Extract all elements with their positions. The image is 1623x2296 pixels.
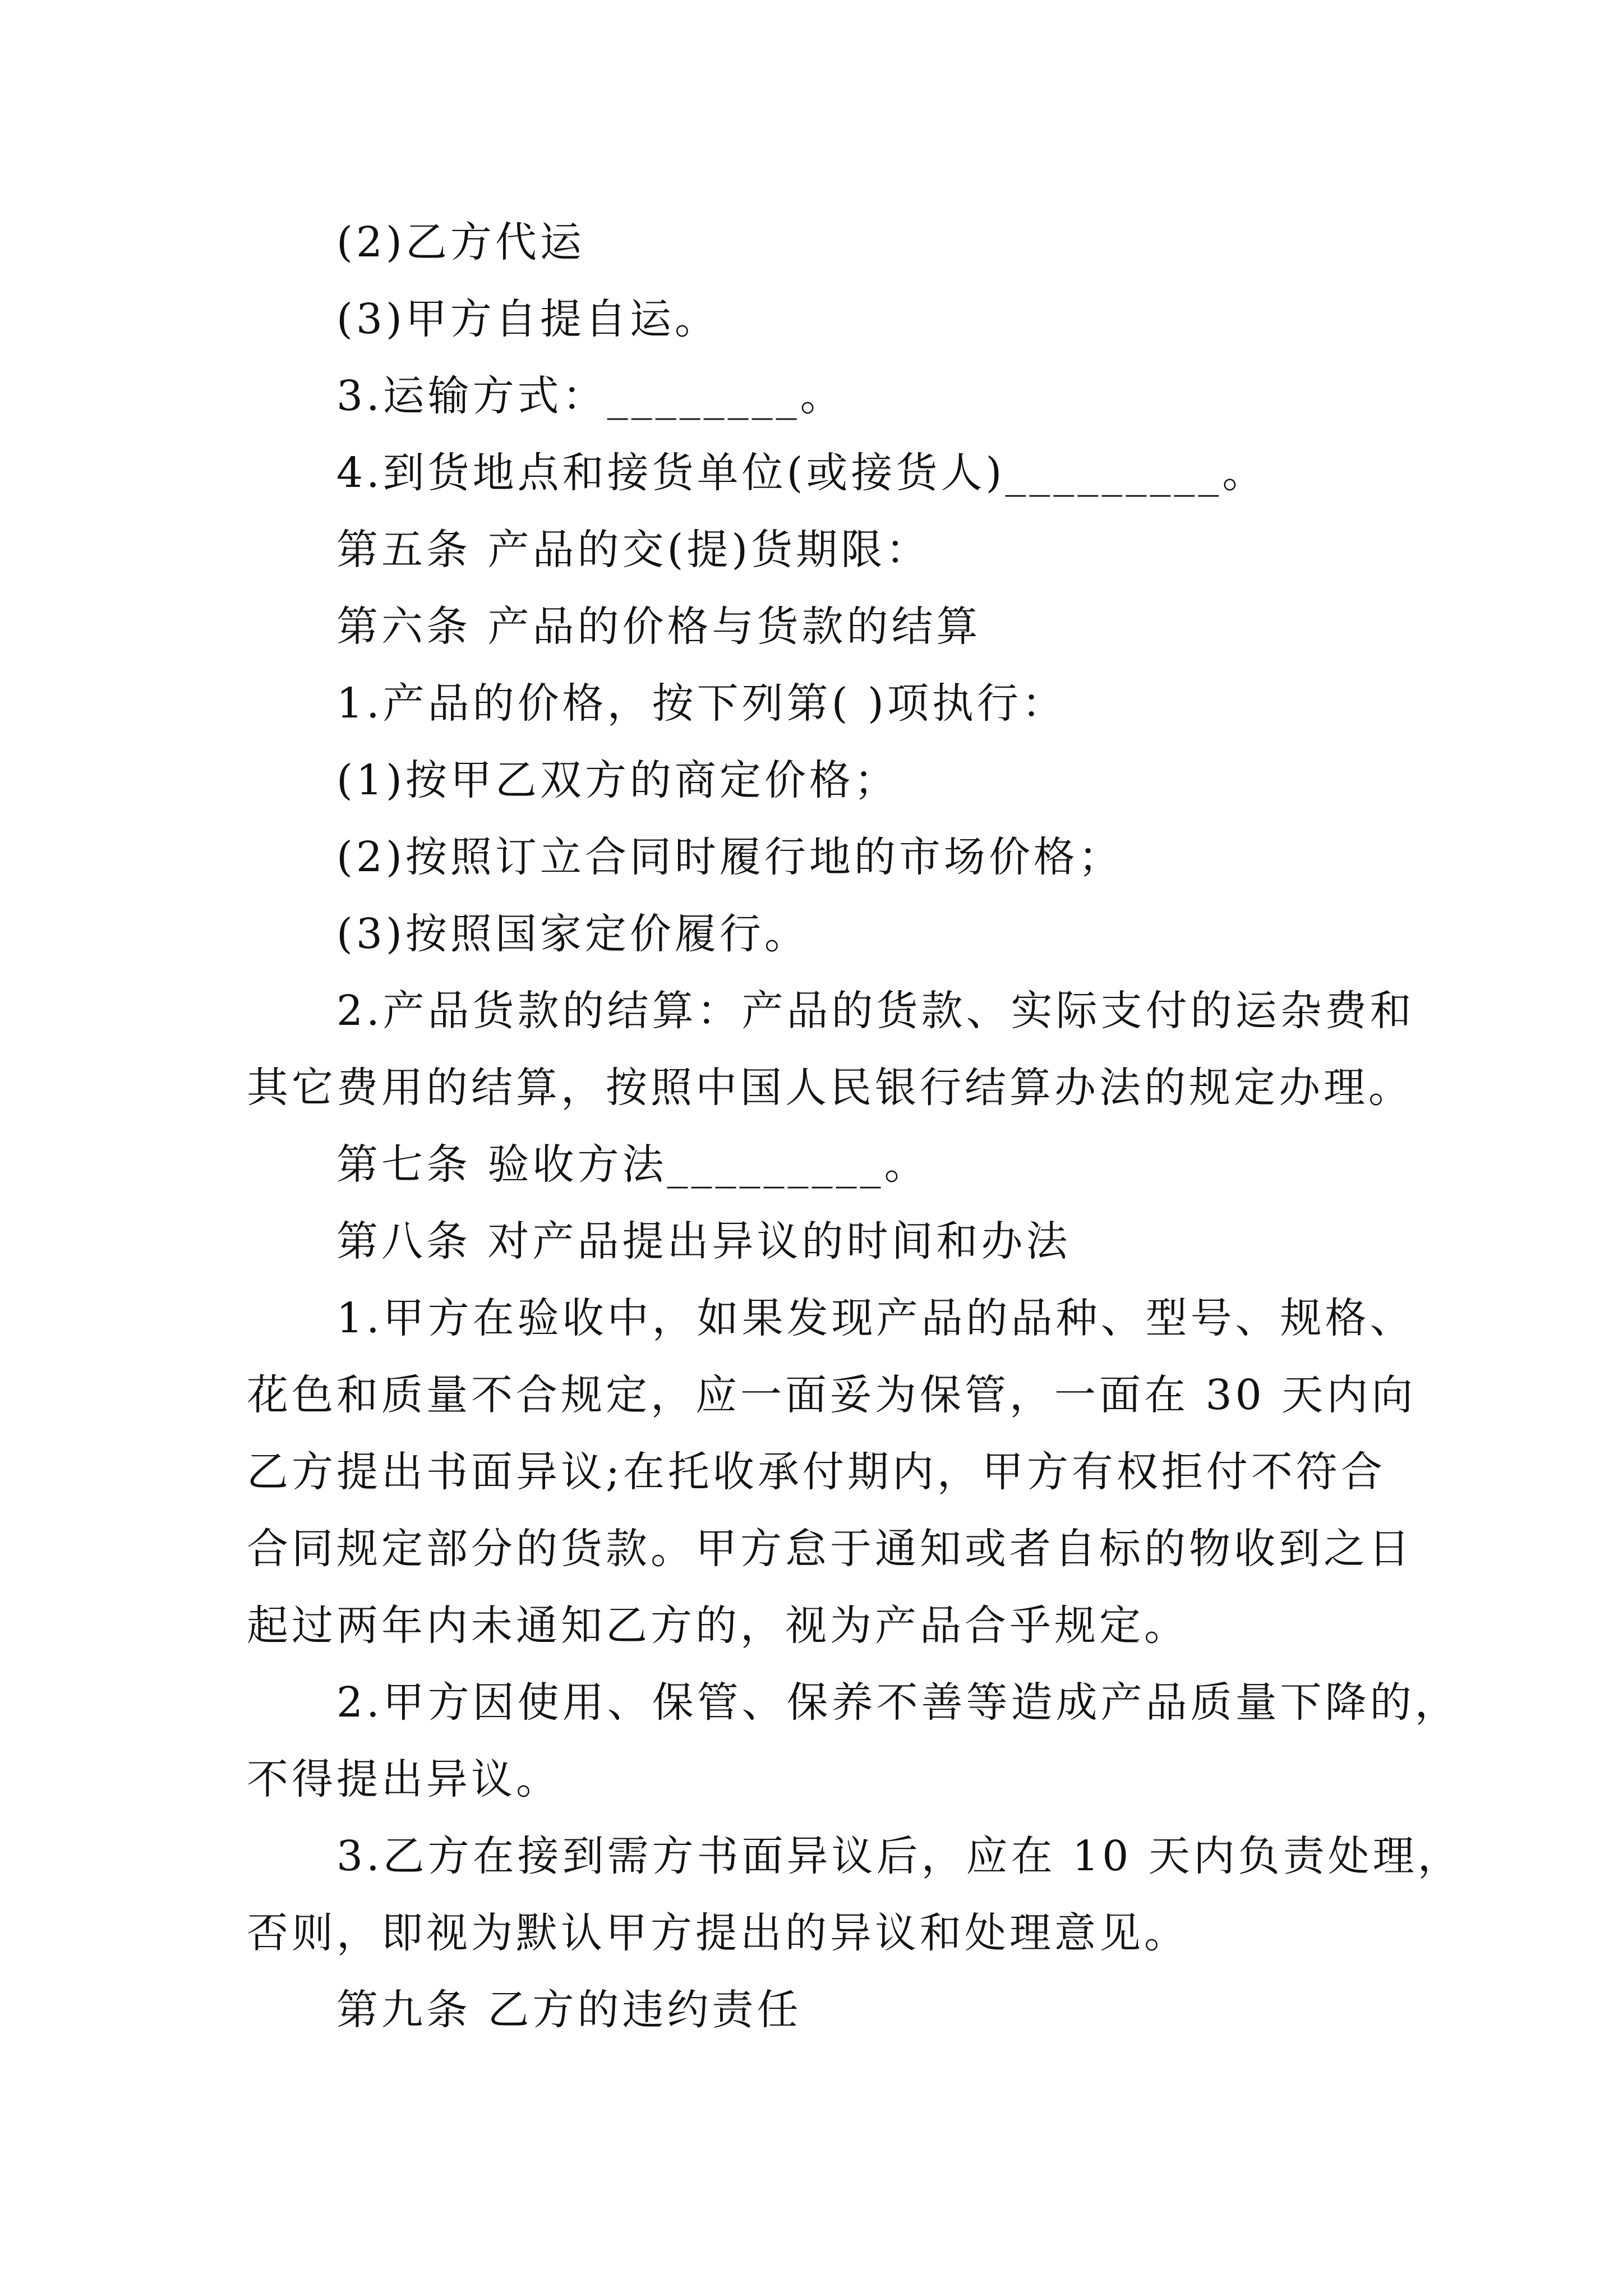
text-line: 1.产品的价格，按下列第( )项执行： — [336, 679, 1067, 728]
text-line: 2.甲方因使用、保管、保养不善等造成产品质量下降的， — [336, 1678, 1460, 1727]
article-heading: 第七条 验收方法_________。 — [336, 1140, 929, 1189]
text-line: 3.运输方式：________。 — [336, 372, 845, 420]
text-line: (3)甲方自提自运。 — [336, 295, 720, 343]
text-line: 3.乙方在接到需方书面异议后，应在 10 天内负责处理， — [336, 1832, 1463, 1880]
text-line: 花色和质量不合规定，应一面妥为保管，一面在 30 天内向 — [247, 1371, 1417, 1419]
text-line: 起过两年内未通知乙方的，视为产品合乎规定。 — [247, 1602, 1189, 1650]
text-line: 1.甲方在验收中，如果发现产品的品种、型号、规格、 — [336, 1294, 1415, 1342]
text-line: 乙方提出书面异议;在托收承付期内，甲方有权拒付不符合 — [247, 1448, 1386, 1496]
text-line: (1)按甲乙双方的商定价格； — [336, 756, 899, 804]
text-line: 合同规定部分的货款。甲方怠于通知或者自标的物收到之日 — [247, 1525, 1413, 1573]
article-heading: 第五条 产品的交(提)货期限： — [336, 526, 931, 574]
text-line: 不得提出异议。 — [247, 1755, 561, 1803]
text-line: (2)乙方代运 — [336, 218, 585, 266]
article-heading: 第八条 对产品提出异议的时间和办法 — [336, 1217, 1071, 1266]
text-line: 2.产品货款的结算：产品的货款、实际支付的运杂费和 — [336, 987, 1415, 1035]
text-line: 其它费用的结算，按照中国人民银行结算办法的规定办理。 — [247, 1064, 1413, 1112]
text-line: (3)按照国家定价履行。 — [336, 910, 809, 958]
text-line: 否则，即视为默认甲方提出的异议和处理意见。 — [247, 1909, 1189, 1957]
article-heading: 第九条 乙方的违约责任 — [336, 1986, 802, 2034]
text-line: 4.到货地点和接货单位(或接货人)_________。 — [336, 449, 1267, 497]
article-heading: 第六条 产品的价格与货款的结算 — [336, 602, 981, 651]
text-line: (2)按照订立合同时履行地的市场价格； — [336, 833, 1123, 881]
